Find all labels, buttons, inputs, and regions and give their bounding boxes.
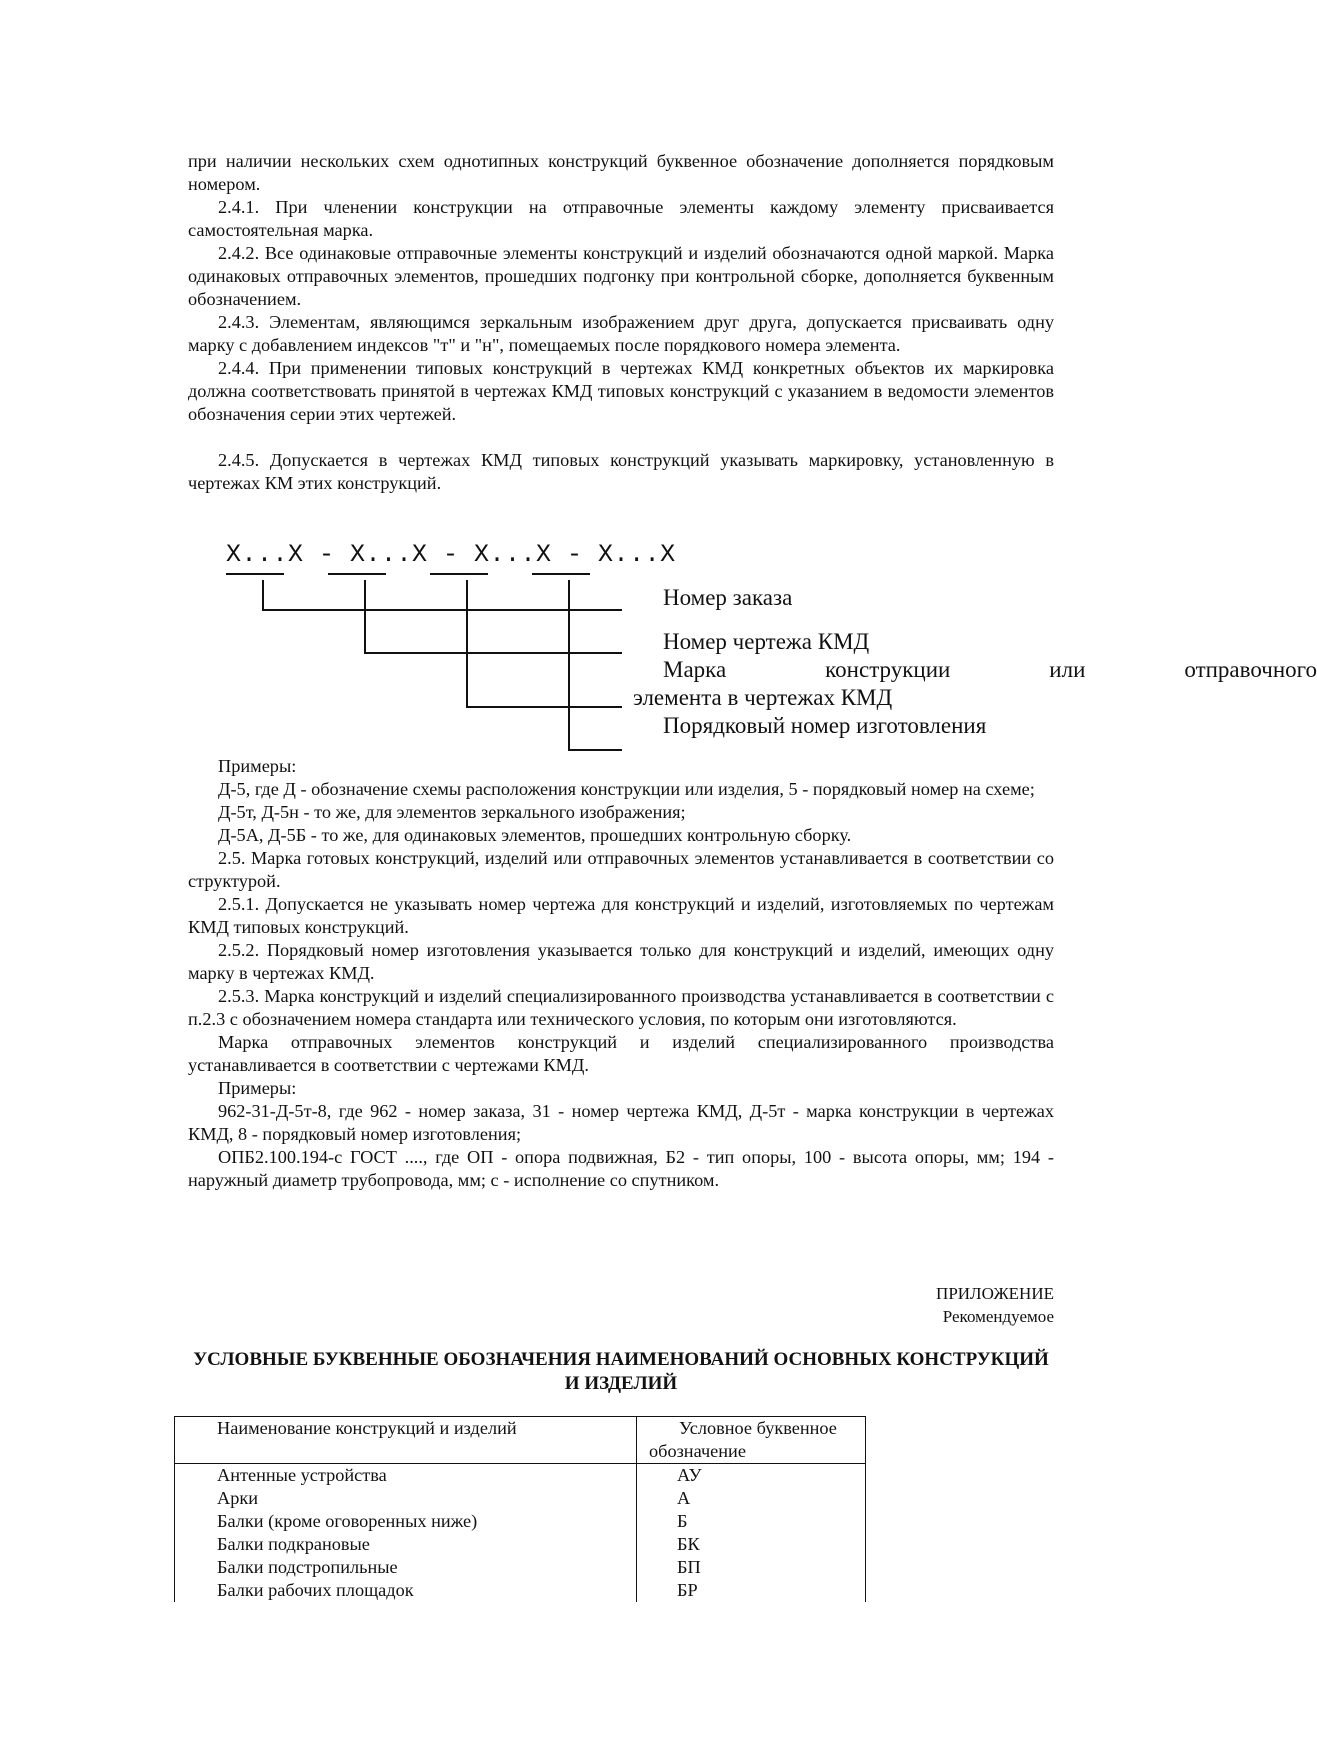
table-cell: БП — [637, 1556, 866, 1579]
marking-structure-diagram — [188, 540, 1317, 760]
table-header-name: Наименование конструкций и изделий — [175, 1417, 637, 1464]
group-underline — [532, 573, 590, 575]
table-cell: А — [637, 1487, 866, 1510]
table-cell: Б — [637, 1510, 866, 1533]
table-cell: БК — [637, 1533, 866, 1556]
label-drawing-number: Номер чертежа КМД — [663, 629, 870, 654]
table-cell: Антенные устройства — [175, 1464, 637, 1488]
leader-line — [568, 580, 570, 750]
paragraph-2-5-3: 2.5.3. Марка конструкций и изделий специализированного производства устанавливается в соответствии с п.2.3 с обозначением номера стандарта или технического условия, по которым они изготовляются. — [188, 986, 1054, 1029]
designations-table — [174, 1416, 866, 1602]
appendix-status: Рекомендуемое — [942, 1307, 1054, 1326]
paragraph: Д-5т, Д-5н - то же, для элементов зеркального изображения; — [218, 802, 686, 822]
leader-line — [466, 580, 468, 707]
table-cell: Балки подстропильные — [175, 1556, 637, 1579]
table-row — [175, 1510, 866, 1533]
paragraph-2-5: 2.5. Марка готовых конструкций, изделий или отправочных элементов устанавливается в соответствии со структурой. — [188, 848, 1054, 891]
paragraph-2-4-1: 2.4.1. При членении конструкции на отправочные элементы каждому элементу присваивается самостоятельная марка. — [188, 197, 1054, 240]
section-2-4-text — [188, 150, 1054, 495]
paragraph-2-5-1: 2.5.1. Допускается не указывать номер чертежа для конструкций и изделий, изготовляемых по чертежам КМД типовых конструкций. — [188, 894, 1054, 937]
paragraph-2-4-4: 2.4.4. При применении типовых конструкций в чертежах КМД конкретных объектов их маркировка должна соответствовать принятой в чертежах КМД типовых конструкций с указанием в ведомости элементов обозначения серии этих чертежей. — [188, 358, 1054, 424]
table-header-row — [175, 1417, 866, 1464]
paragraph-2-5-2: 2.5.2. Порядковый номер изготовления указывается только для конструкций и изделий, имеющих одну марку в чертежах КМД. — [188, 940, 1054, 983]
label-serial-number: Порядковый номер изготовления — [663, 713, 987, 738]
table-row — [175, 1556, 866, 1579]
paragraph: Д-5, где Д - обозначение схемы расположения конструкции или изделия, 5 - порядковый номер на схеме; — [218, 779, 1035, 799]
paragraph: Примеры: — [218, 1078, 297, 1098]
leader-line — [364, 652, 622, 654]
table-row — [175, 1487, 866, 1510]
label-construction-mark: Марка конструкции или отправочного — [663, 657, 1317, 682]
table-cell: Балки (кроме оговоренных ниже) — [175, 1510, 637, 1533]
leader-line — [364, 580, 366, 653]
table-cell: АУ — [637, 1464, 866, 1488]
paragraph: при наличии нескольких схем однотипных конструкций буквенное обозначение дополняется порядковым номером. — [188, 151, 1054, 194]
label-order-number: Номер заказа — [663, 585, 793, 610]
leader-line — [262, 609, 622, 611]
leader-line — [262, 580, 264, 610]
table-cell: Балки подкрановые — [175, 1533, 637, 1556]
paragraph-2-4-3: 2.4.3. Элементам, являющимся зеркальным изображением друг друга, допускается присваивать одну марку с добавлением индексов "т" и "н", помещаемых после порядкового номера элемента. — [188, 312, 1054, 355]
examples-text — [188, 755, 1054, 1192]
paragraph: Марка отправочных элементов конструкций и изделий специализированного производства устанавливается в соответствии с чертежами КМД. — [188, 1032, 1054, 1075]
paragraph: ОПБ2.100.194-с ГОСТ ...., где ОП - опора подвижная, Б2 - тип опоры, 100 - высота опоры, мм; 194 - наружный диаметр трубопровода, мм; с - исполнение со спутником. — [188, 1147, 1054, 1190]
table-cell: Балки рабочих площадок — [175, 1579, 637, 1602]
paragraph-2-4-2: 2.4.2. Все одинаковые отправочные элементы конструкций и изделий обозначаются одной маркой. Марка одинаковых отправочных элементов, прошедших подгонку при контрольной сборке, дополняется буквенным обозначением. — [188, 243, 1054, 309]
table-row — [175, 1533, 866, 1556]
appendix-label: ПРИЛОЖЕНИЕ — [936, 1284, 1054, 1303]
table-row — [175, 1579, 866, 1602]
table-header-code-text: Условное буквенное обозначение — [649, 1418, 837, 1461]
table-header-code — [637, 1417, 866, 1464]
group-underline — [328, 573, 386, 575]
leader-line — [466, 706, 622, 708]
table-row — [175, 1464, 866, 1488]
label-construction-mark-cont: элемента в чертежах КМД — [633, 685, 893, 710]
paragraph: Д-5А, Д-5Б - то же, для одинаковых элементов, прошедших контрольную сборку. — [218, 825, 852, 845]
group-underline — [430, 573, 488, 575]
table-cell: БР — [637, 1579, 866, 1602]
appendix-title: УСЛОВНЫЕ БУКВЕННЫЕ ОБОЗНАЧЕНИЯ НАИМЕНОВАНИЙ ОСНОВНЫХ КОНСТРУКЦИЙ И ИЗДЕЛИЙ — [193, 1349, 1049, 1394]
group-underline — [226, 573, 284, 575]
paragraph: 962-31-Д-5т-8, где 962 - номер заказа, 31 - номер чертежа КМД, Д-5т - марка конструкции в чертежах КМД, 8 - порядковый номер изготовления; — [188, 1101, 1054, 1144]
marking-pattern: X...X - X...X - X...X - X...X — [226, 540, 676, 569]
paragraph: Примеры: — [218, 756, 297, 776]
table-cell: Арки — [175, 1487, 637, 1510]
leader-line — [568, 749, 622, 751]
paragraph-2-4-5: 2.4.5. Допускается в чертежах КМД типовых конструкций указывать маркировку, установленную в чертежах КМ этих конструкций. — [188, 450, 1054, 493]
appendix-header — [936, 1282, 1054, 1328]
